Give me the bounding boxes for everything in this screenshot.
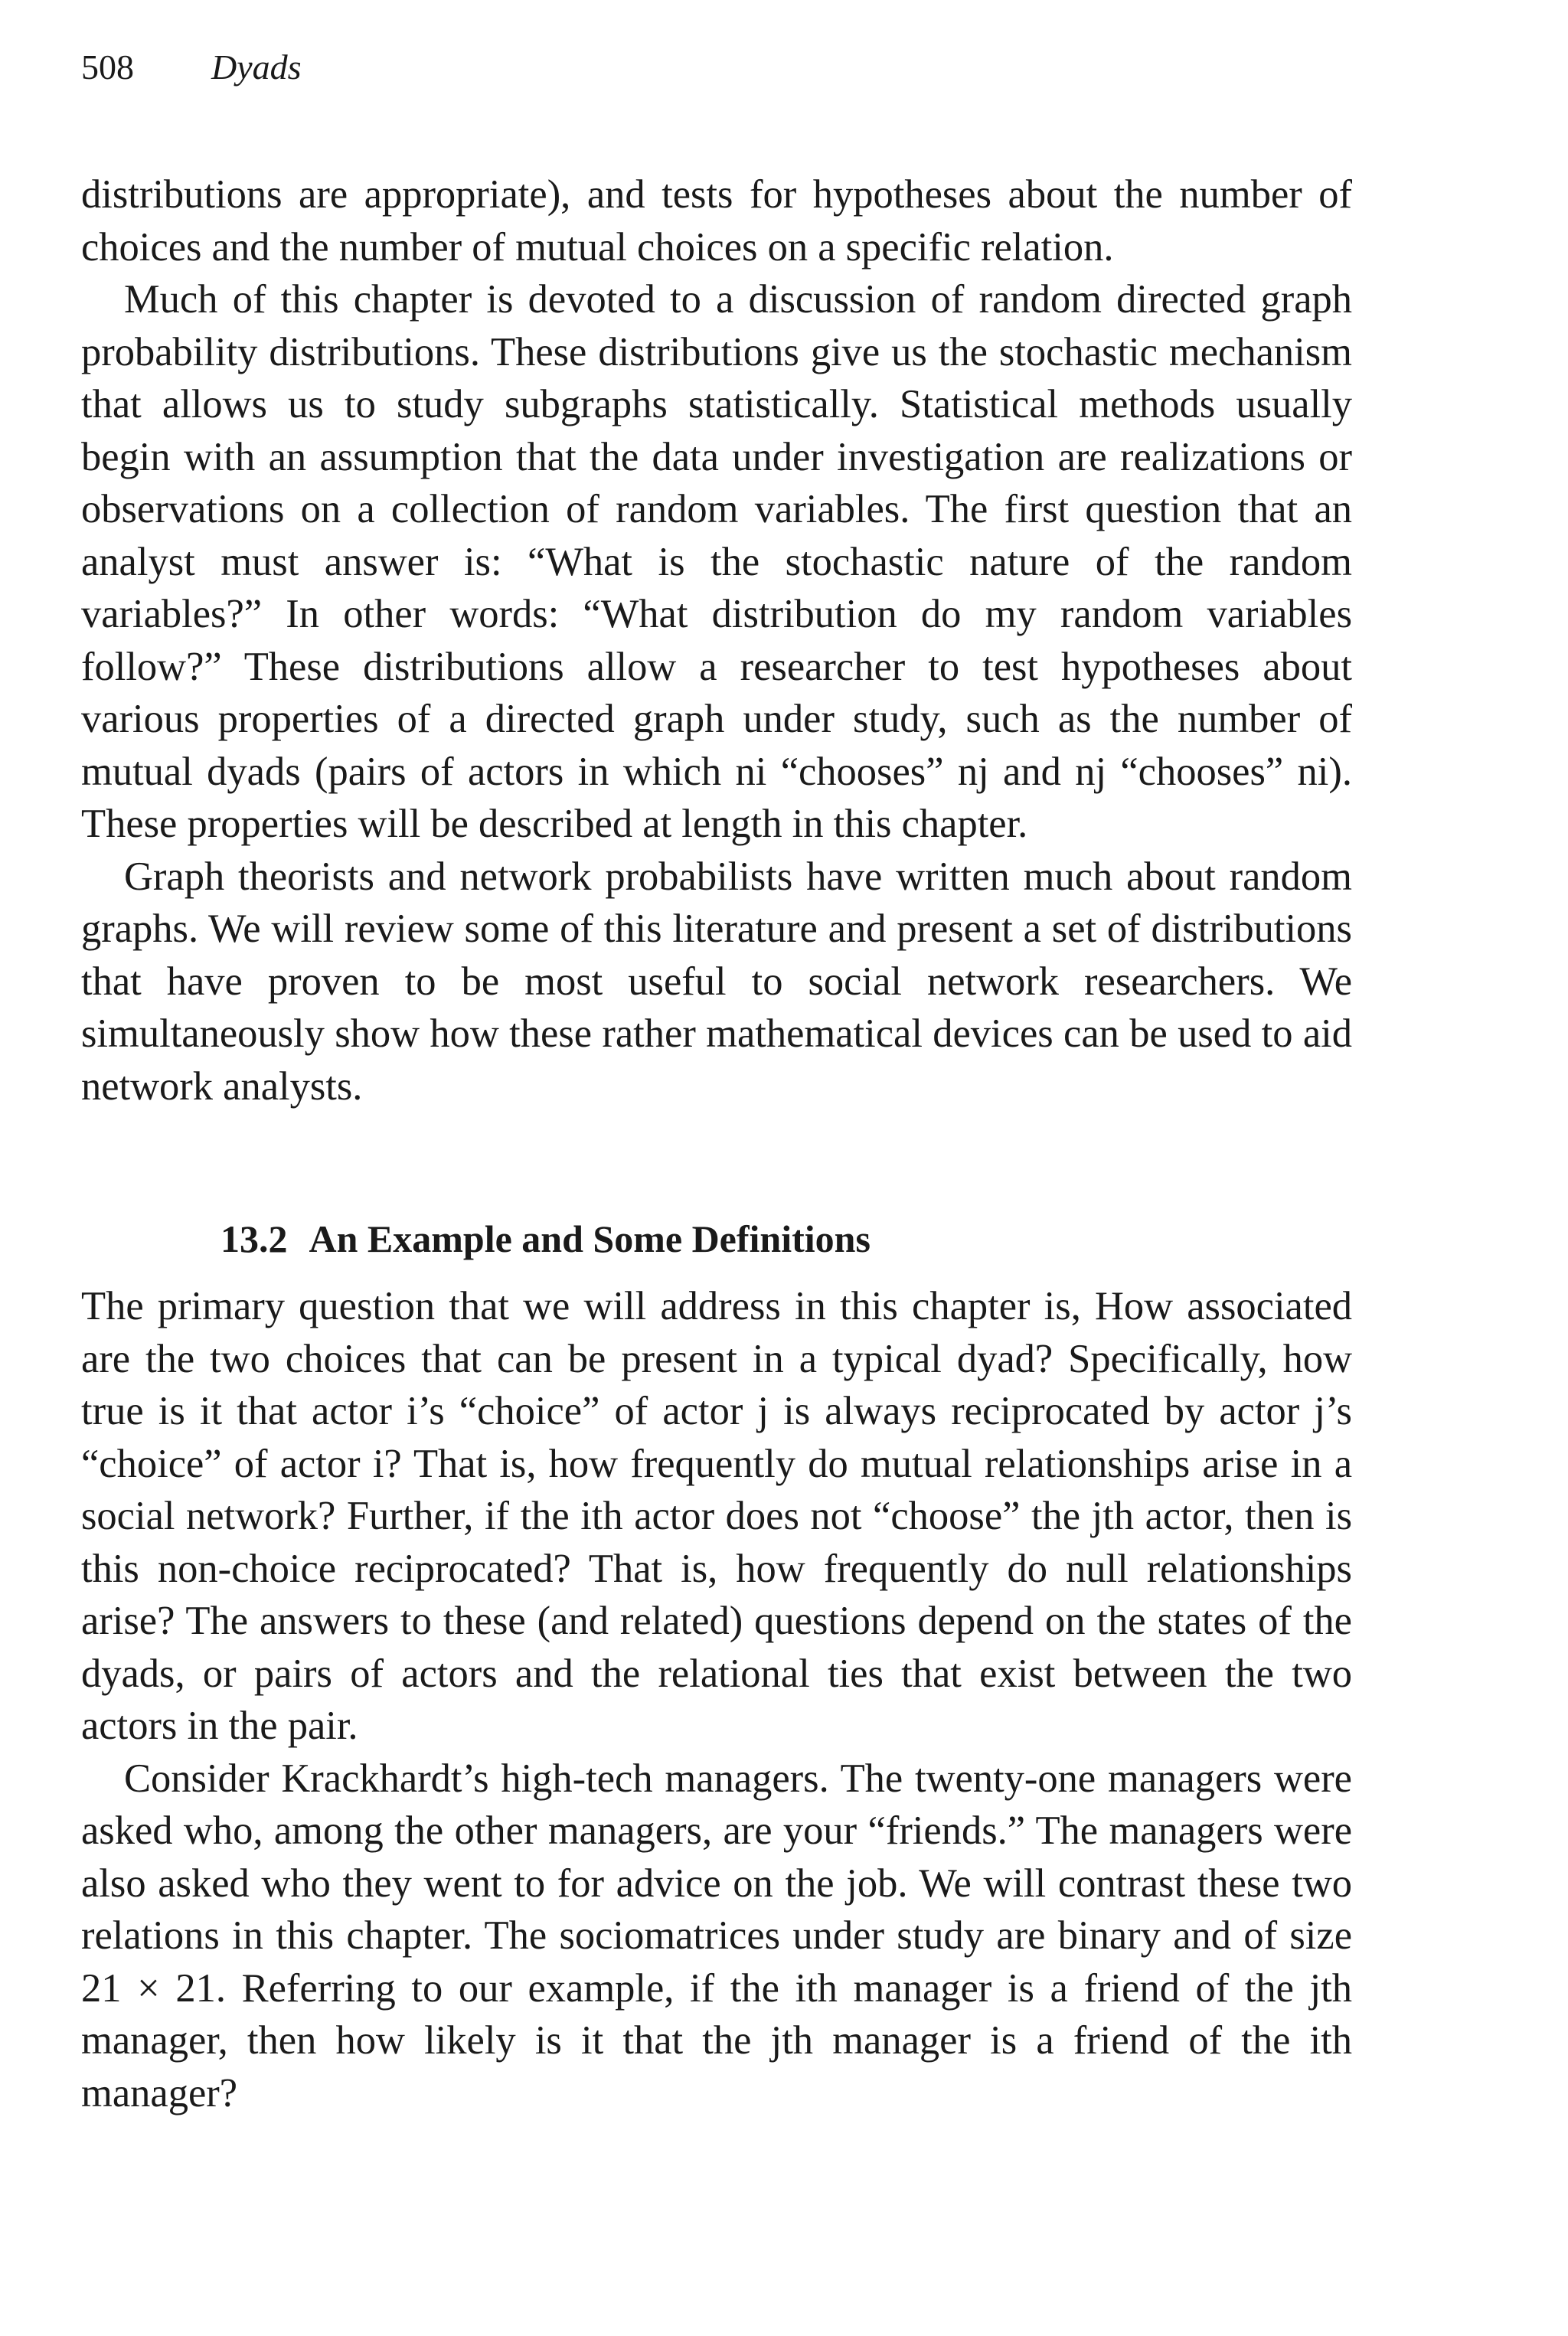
paragraph: distributions are appropriate), and tests for hypotheses about the number of choices and the number of mutual choices on a specific relation. [81, 172, 1352, 270]
paragraph: Much of this chapter is devoted to a discussion of random directed graph probability distributions. These distributions give us the stochastic mechanism that allows us to study subgraphs statistically. Statistical methods usually begin with an assumption that the data under investigation are realizations or observations on a collection of random variables. The first question that an analyst must answer is: “What is the stochastic nature of the random variables?” In other words: “What distribution do my random variables follow?” These distributions allow a researcher to test hypotheses about various properties of a directed graph under study, such as the number of mutual dyads (pairs of actors in which ni “chooses” nj and nj “chooses” ni). These properties will be described at length in this chapter. [81, 277, 1352, 846]
paragraph: Graph theorists and network probabilists have written much about random graphs. We will review some of this literature and present a set of distributions that have proven to be most useful to social network researchers. We simultaneously show how these rather mathematical devices can be used to aid network analysts. [81, 854, 1352, 1109]
running-title: Dyads [211, 47, 302, 87]
paragraph: The primary question that we will address in this chapter is, How associated are the two choices that can be present in a typical dyad? Specifically, how true is it that actor i’s “choice” of actor j is always reciprocated by actor j’s “choice” of actor i? That is, how frequently do mutual relationships arise in a social network? Further, if the ith actor does not “choose” the jth actor, then is this non-choice reciprocated? That is, how frequently do null relationships arise? The answers to these (and related) questions depend on the states of the dyads, or pairs of actors and the relational ties that exist between the two actors in the pair. [81, 1284, 1352, 1748]
section-heading [81, 1208, 1352, 1269]
running-head [81, 46, 1352, 89]
section-title: An Example and Some Definitions [309, 1217, 871, 1260]
section-spacer [81, 1112, 1352, 1208]
section-number: 13.2 [220, 1217, 288, 1260]
page-number: 508 [81, 47, 134, 87]
page [81, 46, 1352, 2119]
paragraph: Consider Krackhardt’s high-tech managers. The twenty-one managers were asked who, among the other managers, are your “friends.” The managers were also asked who they went to for advice on the job. We will contrast these two relations in this chapter. The sociomatrices under study are binary and of size 21 × 21. Referring to our example, if the ith manager is a friend of the jth manager, then how likely is it that the jth manager is a friend of the ith manager? [81, 1756, 1352, 2115]
